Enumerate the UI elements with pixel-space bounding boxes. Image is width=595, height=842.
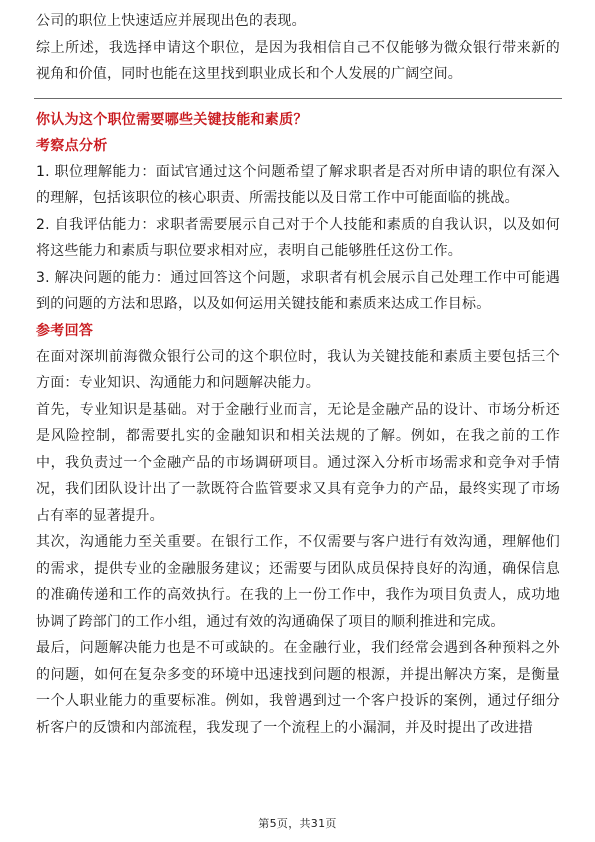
section-divider [34, 98, 562, 99]
answer-paragraph: 首先，专业知识是基础。对于金融行业而言，无论是金融产品的设计、市场分析还是风险控制，都需要扎实的金融知识和相关法规的了解。例如，在我之前的工作中，我负责过一个金融产品的市场调研项目。通过深入分析市场需求和竞争对手情况，我们团队设计出了一款既符合监管要求又具有竞争力的产品，最终实现了市场占有率的显著提升。 [36, 401, 560, 524]
question-heading: 你认为这个职位需要哪些关键技能和素质？ [36, 111, 308, 128]
analysis-heading: 考察点分析 [36, 137, 108, 154]
answer-paragraph: 最后，问题解决能力也是不可或缺的。在金融行业，我们经常会遇到各种预料之外的问题，如何在复杂多变的环境中迅速找到问题的根源，并提出解决方案，是衡量一个人职业能力的重要标准。例如，我曾遇到过一个客户投诉的案例，通过仔细分析客户的反馈和内部流程，我发现了一个流程上的小漏洞，并及时提出了改进措 [36, 640, 560, 736]
paragraph: 公司的职位上快速适应并展现出色的表现。 [36, 13, 306, 29]
analysis-item: 1. 职位理解能力：面试官通过这个问题希望了解求职者是否对所申请的职位有深入的理解，包括该职位的核心职责、所需技能以及日常工作中可能面临的挑战。 [36, 163, 560, 206]
analysis-item: 2. 自我评估能力：求职者需要展示自己对于个人技能和素质的自我认识，以及如何将这些能力和素质与职位要求相对应，表明自己能够胜任这份工作。 [36, 216, 560, 259]
analysis-item: 3. 解决问题的能力：通过回答这个问题，求职者有机会展示自己处理工作中可能遇到的问题的方法和思路，以及如何运用关键技能和素质来达成工作目标。 [36, 269, 560, 312]
page-content [36, 8, 560, 741]
answer-heading: 参考回答 [36, 322, 94, 339]
page-number: 第5页，共31页 [258, 817, 337, 830]
answer-paragraph: 在面对深圳前海微众银行公司的这个职位时，我认为关键技能和素质主要包括三个方面：专业知识、沟通能力和问题解决能力。 [36, 348, 560, 391]
answer-paragraph: 其次，沟通能力至关重要。在银行工作，不仅需要与客户进行有效沟通，理解他们的需求，提供专业的金融服务建议；还需要与团队成员保持良好的沟通，确保信息的准确传递和工作的高效执行。在我的上一份工作中，我作为项目负责人，成功地协调了跨部门的工作小组，通过有效的沟通确保了项目的顺利推进和完成。 [36, 534, 560, 630]
paragraph: 综上所述，我选择申请这个职位，是因为我相信自己不仅能够为微众银行带来新的视角和价值，同时也能在这里找到职业成长和个人发展的广阔空间。 [36, 39, 560, 82]
